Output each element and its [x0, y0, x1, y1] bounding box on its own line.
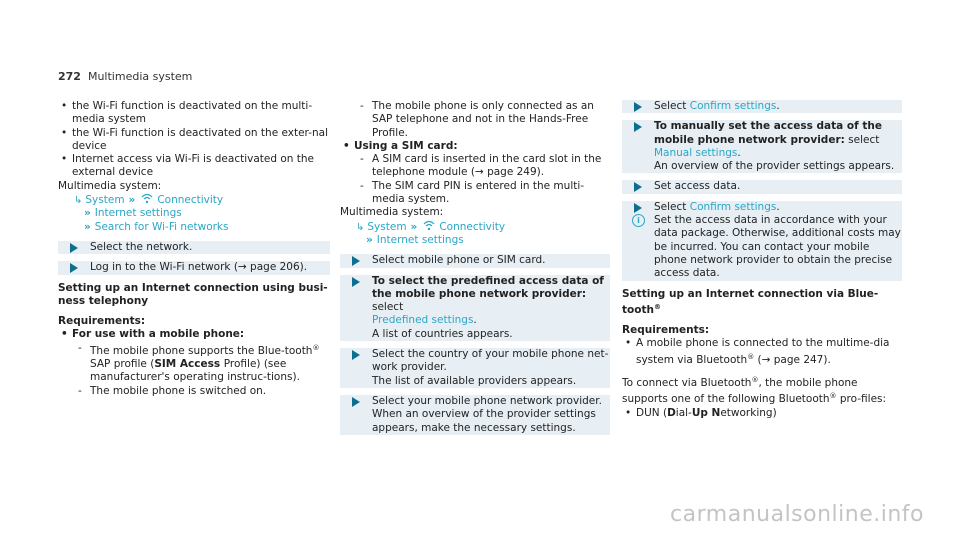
list-item: • A mobile phone is connected to the multime-dia system via Bluetooth® (→ page 247). [622, 337, 902, 367]
path-arrow-icon: ↳ [74, 195, 83, 207]
step-icon [352, 350, 360, 360]
section-heading: Setting up an Internet connection via Blue-tooth® [622, 287, 879, 316]
step-text: Log in to the Wi-Fi network (→ page 206). [90, 261, 308, 274]
info-note: i Set the access data in accordance with your data package. Otherwise, additional costs may be incurred. You can contact your mobile phone network provider to obtain the precise access data. [622, 214, 902, 280]
column-2 [340, 100, 610, 435]
path-next-icon: » [410, 220, 418, 233]
info-icon: i [632, 214, 645, 227]
step-icon [634, 203, 642, 213]
step-icon [352, 256, 360, 266]
step-icon [352, 277, 360, 287]
step: To select the predefined access data of the mobile phone network provider: select Predefined settings. A list of countries appears. [340, 275, 610, 341]
list-item: • For use with a mobile phone: [58, 328, 330, 341]
list-item: • Internet access via Wi-Fi is deactivated on the external device [58, 153, 330, 180]
menu-path [58, 193, 330, 207]
step-text: Set access data. [654, 180, 741, 193]
path-connectivity-link[interactable]: Connectivity [439, 220, 506, 233]
requirements-label: Requirements: [58, 315, 146, 328]
step-icon [634, 122, 642, 132]
list-item: • Using a SIM card: [340, 140, 610, 153]
step: Select Confirm settings. [622, 100, 902, 113]
menu-path-label: Multimedia system: [340, 206, 444, 219]
dash-item: - The mobile phone supports the Blue-tooth® SAP profile (SIM Access Profile) (see manufacturer's operating instruc-tions). [58, 342, 330, 385]
step: Select Confirm settings. [622, 201, 902, 214]
dash-item: - A SIM card is inserted in the card slot in the telephone module (→ page 249). [340, 153, 610, 180]
menu-path [58, 221, 330, 234]
list-item: • the Wi-Fi function is deactivated on the exter-nal device [58, 127, 330, 154]
column-1 [58, 100, 330, 398]
page-header [58, 70, 192, 83]
step: To manually set the access data of the mobile phone network provider: select Manual settings. An overview of the provider settings appears. [622, 120, 902, 173]
path-next-icon: » [84, 207, 91, 220]
manual-settings-link[interactable]: Manual settings [654, 146, 738, 159]
watermark: carmanualsonline.info [670, 502, 924, 527]
dash-item: - The mobile phone is only connected as an SAP telephone and not in the Hands-Free Profile. [340, 100, 610, 140]
path-search-wifi-link[interactable]: Search for Wi-Fi networks [94, 220, 229, 233]
step [340, 254, 610, 267]
step: Select the country of your mobile phone net-work provider. The list of available providers appears. [340, 348, 610, 388]
wifi-icon [423, 220, 435, 231]
paragraph: To connect via Bluetooth®, the mobile phone supports one of the following Bluetooth® pro-files: [622, 376, 887, 406]
menu-path-label: Multimedia system: [58, 179, 162, 192]
step-icon [70, 243, 78, 253]
requirements-label: Requirements: [622, 324, 710, 337]
path-arrow-icon: ↳ [356, 221, 365, 233]
menu-path [58, 207, 330, 220]
predefined-settings-link[interactable]: Predefined settings [372, 314, 474, 327]
section-heading: Setting up an Internet connection using busi-ness telephony [58, 281, 328, 307]
step-icon [634, 182, 642, 192]
step-text: Select your mobile phone network provider. When an overview of the provider settings appears, make the necessary settings. [372, 394, 602, 434]
wifi-icon [141, 193, 153, 204]
step-icon [352, 397, 360, 407]
menu-path [340, 234, 610, 247]
list-item: • DUN (Dial-Up Networking) [622, 407, 902, 420]
path-next-icon: » [128, 194, 136, 207]
step-icon [634, 102, 642, 112]
step [340, 395, 610, 435]
step-text: Select mobile phone or SIM card. [372, 254, 546, 267]
path-next-icon: » [84, 220, 91, 233]
path-system-link[interactable]: System [85, 194, 125, 207]
step-text: Select the network. [90, 240, 193, 253]
step [58, 241, 330, 254]
path-next-icon: » [366, 233, 373, 246]
list-item: • the Wi-Fi function is deactivated on the multi-media system [58, 100, 330, 127]
path-internet-settings-link[interactable]: Internet settings [94, 207, 182, 220]
step-icon [70, 263, 78, 273]
confirm-settings-link[interactable]: Confirm settings [689, 100, 777, 112]
step [58, 261, 330, 274]
section-title: Multimedia system [87, 70, 193, 83]
page-number: 272 [58, 70, 81, 83]
confirm-settings-link[interactable]: Confirm settings [689, 200, 777, 213]
dash-item: - The mobile phone is switched on. [58, 385, 330, 398]
column-3 [622, 100, 902, 420]
menu-path [340, 220, 610, 234]
path-connectivity-link[interactable]: Connectivity [157, 194, 224, 207]
dash-item: - The SIM card PIN is entered in the multi-media system. [340, 180, 610, 207]
path-system-link[interactable]: System [367, 220, 407, 233]
path-internet-settings-link[interactable]: Internet settings [376, 233, 464, 246]
step [622, 180, 902, 193]
